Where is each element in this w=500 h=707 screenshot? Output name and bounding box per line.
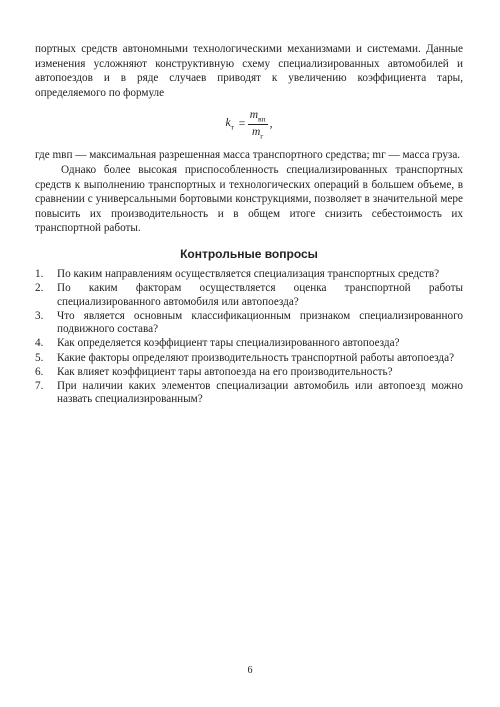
list-item: 1. По каким направлениям осуществляется специализация транспортных средств? <box>35 267 440 280</box>
tare-coefficient-formula <box>35 104 463 144</box>
list-item: 4. Как определяется коэффициент тары специализированного автопоезда? <box>35 337 400 350</box>
list-item: 5. Какие факторы определяют производительность транспортной работы автопоезда? <box>35 351 455 364</box>
paragraph-1: портных средств автономными технологическими механизмами и системами. Данные изменения усложняют конструктивную схему специализированных автомобилей и автопоездов и в ряде случаев приводят к увеличению коэффициента тары, определяемого по формуле <box>35 43 463 99</box>
list-item: 2. По каким факторам осуществляется оценка транспортной работы специализированного автомобиля или автопоезда? <box>35 282 463 308</box>
paragraph-2: где mвп — максимальная разрешенная масса транспортного средства; mг — масса груза. <box>35 149 461 162</box>
questions-list <box>35 268 463 407</box>
list-item: 6. Как влияет коэффициент тары автопоезда на его производительность? <box>35 365 393 378</box>
list-item: 7. При наличии каких элементов специализации автомобиль или автопоезд можно назвать специализированным? <box>35 379 463 406</box>
list-item: 3. Что является основным классификационным признаком специализированного подвижного состава? <box>35 309 463 336</box>
formula-numerator: $m_{вп}$ <box>249 108 266 123</box>
formula-equals: = <box>237 118 246 131</box>
formula-denominator: $m_г$ <box>251 125 264 141</box>
page-content <box>35 42 463 407</box>
formula-tail: , <box>269 118 273 131</box>
formula-lhs: $k_т$ <box>225 117 234 132</box>
questions-heading: Контрольные вопросы <box>180 246 318 261</box>
page-number: 6 <box>247 665 253 676</box>
formula-fraction <box>248 109 268 141</box>
paragraph-3: Однако более высокая приспособленность специализированных транспортных средств к выполнению транспортных и технологических операций в большем объеме, в сравнении с универсальными бортовыми конструкциями, позволяет в значительной мере повысить их производительность и в общем итоге снизить себестоимость их транспортной работы. <box>35 163 463 235</box>
